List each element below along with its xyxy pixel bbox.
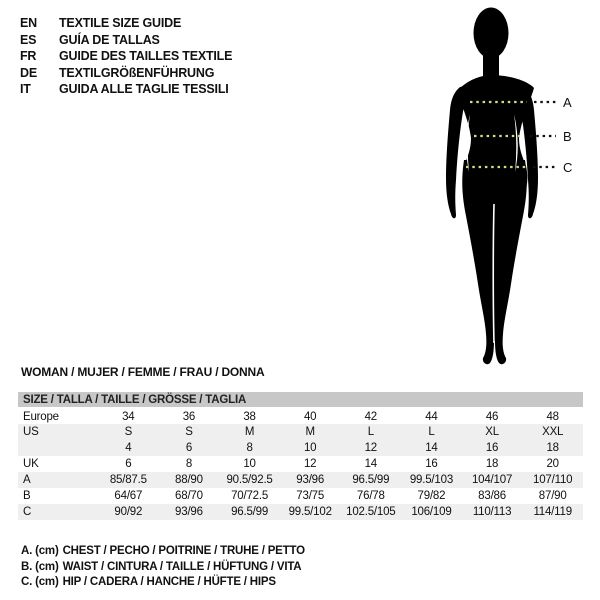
language-title: GUÍA DE TALLAS <box>59 32 160 47</box>
legend-row-waist <box>21 560 305 576</box>
cell: 90.5/92.5 <box>226 474 273 486</box>
table-row-uk <box>18 456 583 472</box>
language-code: DE <box>20 65 37 80</box>
measurement-legend <box>21 544 305 591</box>
cell: 16 <box>425 458 438 470</box>
table-row-waist-b <box>18 488 583 504</box>
cell: 16 <box>485 442 499 454</box>
cell: 6 <box>185 442 193 454</box>
cell: 64/67 <box>114 490 143 502</box>
cell: 12 <box>364 442 378 454</box>
cell: 8 <box>185 458 193 470</box>
language-code: FR <box>20 49 37 64</box>
cell: L <box>367 426 374 438</box>
cell: 20 <box>546 458 559 470</box>
woman-silhouette-figure <box>430 0 600 370</box>
cell: 12 <box>303 458 317 470</box>
cell: S <box>185 426 193 438</box>
cell: 99.5/103 <box>409 474 454 486</box>
cell: 104/107 <box>471 474 513 486</box>
legend-text: HIP / CADERA / HANCHE / HÜFTE / HIPS <box>62 576 276 589</box>
cell: 93/96 <box>175 506 203 518</box>
cell: 36 <box>182 410 196 423</box>
language-code: ES <box>20 32 37 47</box>
table-row-us-letters <box>18 424 583 440</box>
cell: 85/87.5 <box>109 474 147 486</box>
cell: M <box>244 426 255 438</box>
language-row-en <box>20 15 232 32</box>
cell: 102.5/105 <box>346 506 396 518</box>
cell: 40 <box>303 410 317 423</box>
cell: 34 <box>122 410 135 423</box>
cell: 106/109 <box>411 506 452 518</box>
cell: 73/75 <box>296 490 325 502</box>
cell: 99.5/102 <box>288 506 332 518</box>
cell: 90/92 <box>114 506 143 518</box>
legend-key: B. (cm) <box>21 560 59 573</box>
row-label: A <box>23 474 31 486</box>
legend-row-hip <box>21 575 305 591</box>
cell: 8 <box>246 442 253 454</box>
cell: 70/72.5 <box>231 490 269 502</box>
marker-label-c: C <box>563 160 573 175</box>
cell: 6 <box>125 458 132 470</box>
row-label: B <box>23 490 31 502</box>
cell: 87/90 <box>538 490 567 502</box>
language-row-it <box>20 81 232 98</box>
row-label: C <box>23 506 32 518</box>
cell: 44 <box>425 410 438 423</box>
cell: 42 <box>364 410 378 423</box>
table-row-chest-a <box>18 472 583 488</box>
cell: 96.5/99 <box>231 506 269 518</box>
language-title: GUIDE DES TAILLES TEXTILE <box>59 49 233 64</box>
cell: 68/70 <box>175 490 203 502</box>
language-title: GUIDA ALLE TAGLIE TESSILI <box>59 82 229 97</box>
cell: 76/78 <box>356 490 385 502</box>
row-label: US <box>23 426 39 438</box>
cell: 114/119 <box>533 506 572 518</box>
language-row-de <box>20 65 232 82</box>
cell: 18 <box>485 458 499 470</box>
table-row-hip-c <box>18 504 583 520</box>
language-code: EN <box>20 16 37 30</box>
cell: 83/86 <box>478 490 506 502</box>
legend-text: CHEST / PECHO / POITRINE / TRUHE / PETTO <box>62 545 305 557</box>
size-table <box>18 392 583 520</box>
gender-section-title: WOMAN / MUJER / FEMME / FRAU / DONNA <box>21 365 265 379</box>
language-row-es <box>20 32 232 49</box>
cell: 48 <box>546 410 559 423</box>
cell: 93/96 <box>296 474 325 486</box>
row-label <box>18 440 98 456</box>
size-table-header-row <box>18 392 583 408</box>
cell: 14 <box>364 458 378 470</box>
legend-row-chest <box>21 544 305 560</box>
cell: S <box>124 426 133 438</box>
language-row-fr <box>20 48 232 65</box>
cell: 110/113 <box>472 506 512 518</box>
cell: 18 <box>546 442 559 454</box>
cell: 107/110 <box>533 474 573 486</box>
cell: 4 <box>125 442 132 454</box>
woman-silhouette <box>446 8 538 365</box>
leg-separation-line <box>493 204 494 343</box>
cell: 88/90 <box>175 474 203 486</box>
language-code: IT <box>20 82 31 97</box>
legend-key: C. (cm) <box>21 576 59 589</box>
cell: XXL <box>542 426 564 438</box>
row-label: UK <box>23 458 39 470</box>
legend-text: WAIST / CINTURA / TAILLE / HÜFTUNG / VITA <box>62 560 302 573</box>
cell: 96.5/99 <box>352 474 390 486</box>
cell: 46 <box>485 410 499 423</box>
table-row-europe <box>18 408 583 424</box>
cell: 10 <box>243 458 256 470</box>
language-title: TEXTILE SIZE GUIDE <box>59 16 182 30</box>
language-title: TEXTILGRÖßENFÜHRUNG <box>59 65 215 80</box>
size-table-header: SIZE / TALLA / TAILLE / GRÖSSE / TAGLIA <box>18 392 583 408</box>
cell: 10 <box>303 442 317 454</box>
cell: 14 <box>425 442 438 454</box>
cell: M <box>305 426 315 438</box>
legend-key: A. (cm) <box>21 545 59 557</box>
language-title-list <box>20 15 232 98</box>
row-label: Europe <box>23 410 59 423</box>
cell: 79/82 <box>417 490 446 502</box>
marker-label-b: B <box>563 129 572 144</box>
table-row-us-numbers <box>18 440 583 456</box>
cell: XL <box>485 426 499 438</box>
cell: L <box>428 426 435 438</box>
cell: 38 <box>243 410 256 423</box>
marker-label-a: A <box>563 95 572 110</box>
